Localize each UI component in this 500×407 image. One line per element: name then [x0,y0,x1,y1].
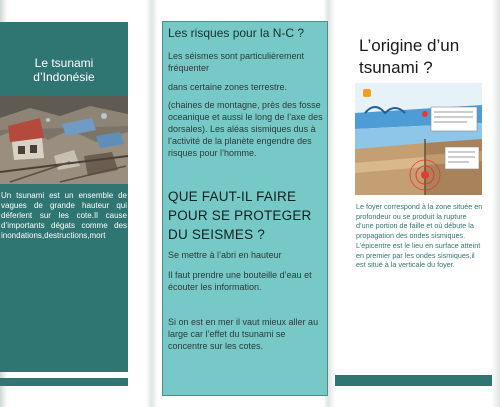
origin-body-text: Le foyer correspond à la zone située en profondeur ou se produit la rupture d’une portion de faille et où débute la propagation des ondes sismiques. L’épicentre est le lieu en surface atteint en premier par les ondes sismiques,il est situé à la verticale du foyer. [356,202,483,270]
left-body-text: Un tsunami est un ensemble de vagues de grande hauteur qui déferlent sur les cote.Il cause d’importants dégats comme des inondations,destructions,mort [1,191,127,240]
fold-shadow-middle [146,0,158,407]
left-title-line1: Le tsunami [34,56,94,70]
disaster-debris-photo [0,96,128,184]
protection-tip-3: Si on est en mer il vaut mieux aller au large car l’effet du tsunami se concentre sur les cotes. [168,317,319,351]
risks-paragraph-2: dans certaine zones terrestre. [168,82,288,92]
protection-tip-2: Il faut prendre une bouteille d’eau et écouter les information. [168,270,312,292]
left-bottom-bar [0,378,128,386]
left-title-line2: d’Indonésie [33,70,95,84]
right-bottom-bar [335,375,492,386]
fold-shadow-edge [492,0,500,407]
origin-title-line2: tsunami ? [359,58,433,77]
risks-paragraph-3: (chaines de montagne, près des fosse oceanique et aussi le long de l’axe des dorsales). Les aléas sismiques dus à l’activité de la planète engendre des risques pour l’homme. [168,100,323,158]
tsunami-origin-diagram [355,83,482,195]
origin-title [359,35,459,79]
origin-title-line1: L’origine d’un [359,36,460,55]
risks-heading: Les risques pour la N-C ? [168,26,305,40]
protection-tip-1: Se mettre à l’abri en hauteur [168,250,282,260]
left-panel-title [0,56,128,84]
risks-paragraph-1: Les séismes sont particulièrement fréquenter [168,51,305,73]
protection-heading: QUE FAUT-IL FAIRE POUR SE PROTEGER DU SEISMES ? [168,189,312,242]
